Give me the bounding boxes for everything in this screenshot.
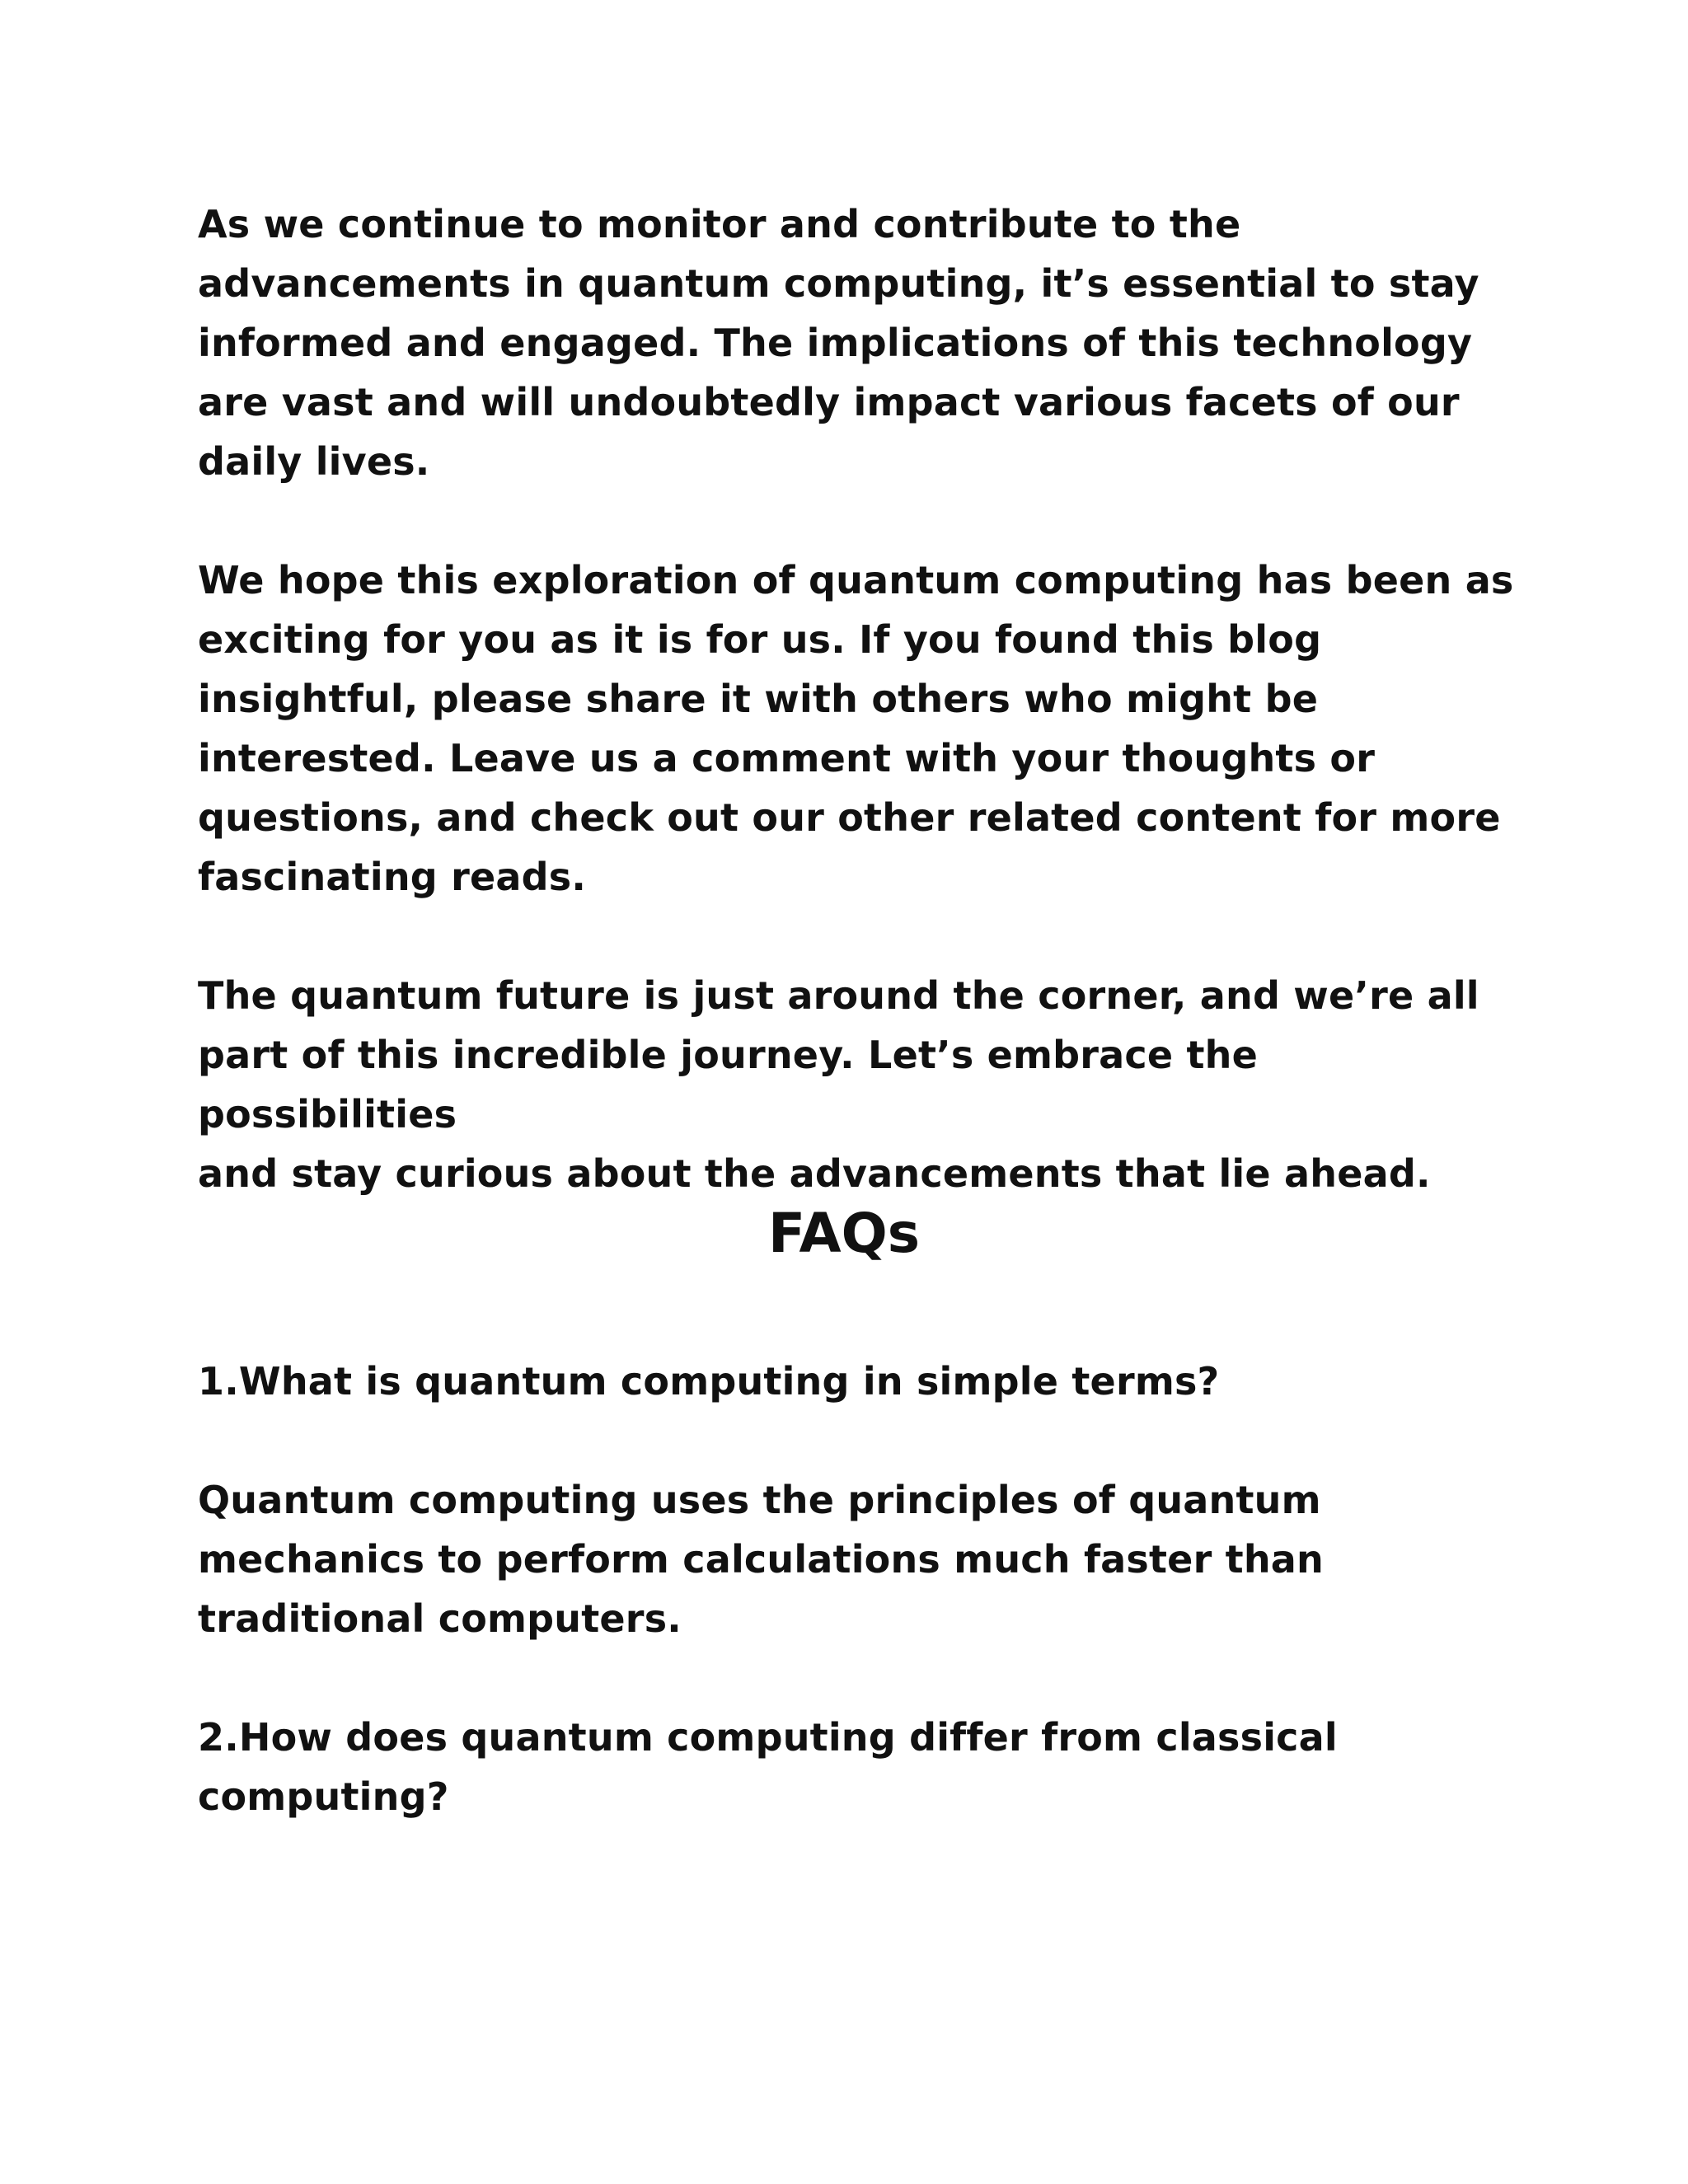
- faq-heading: FAQs: [768, 1202, 920, 1265]
- paragraph-quantum-future: The quantum future is just around the corner, and we’re all part of this incredible journey. Let’s embrace the possibilities and stay curious about the advancements that lie ahead.: [198, 973, 1479, 1196]
- paragraph-monitor-advancements: As we continue to monitor and contribute to the advancements in quantum computing, it’s essential to stay informed and engaged. The implications of this technology are vast and will undoubtedly impact various facets of our daily lives.: [198, 202, 1479, 484]
- faq-answer-1: Quantum computing uses the principles of quantum mechanics to perform calculations much faster than traditional computers.: [198, 1478, 1324, 1641]
- paragraph-share-blog: We hope this exploration of quantum computing has been as exciting for you as it is for us. If you found this blog insightful, please share it with others who might be interested. Leave us a comment with your thoughts or questions, and check out our other related content for more fascinating reads.: [198, 558, 1514, 899]
- faq-question-2: 2.How does quantum computing differ from classical computing?: [198, 1715, 1338, 1819]
- faq-question-1: 1.What is quantum computing in simple terms?: [198, 1359, 1220, 1404]
